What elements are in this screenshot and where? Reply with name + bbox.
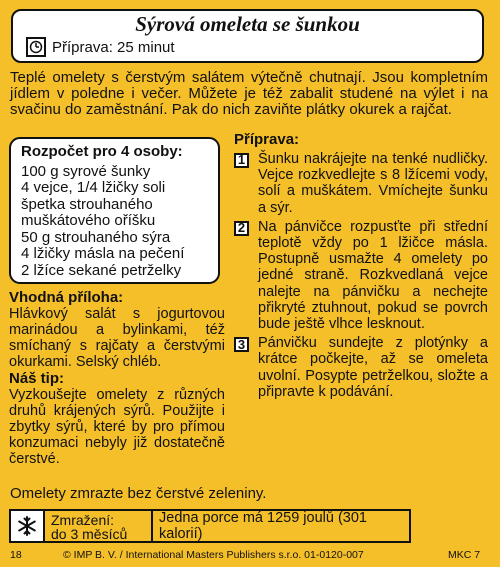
snowflake-icon [16,515,38,537]
freeze-duration [45,511,153,541]
ingredient-item: 2 lžíce sekané petrželky [21,261,182,279]
freeze-info-box [9,509,411,543]
ingredient-item: špetka strouhaného [21,195,153,213]
ingredient-item: 100 g syrové šunky [21,162,151,180]
prep-time [26,37,175,57]
step-number: 2 [234,221,249,236]
page-number: 18 [10,549,22,561]
side-dish-heading: Vhodná příloha: [9,289,124,306]
title-card [11,9,484,63]
card-code: MKC 7 [448,549,481,561]
step-number: 1 [234,153,249,168]
step-number: 3 [234,337,249,352]
step-text: Šunku nakrájejte na tenké nudličky. Vejce rozkvedlejte s 8 lžícemi vody, solí a muškátem. Vmíchejte šunku a sýr. [258,151,488,216]
side-dish-section [9,290,225,370]
tip-heading: Náš tip: [9,370,65,387]
ingredients-box [9,137,220,284]
portion-energy: Jedna porce má 1259 joulů (301 kalorií) [159,510,367,542]
freeze-note: Omelety zmrazte bez čerstvé zeleniny. [10,485,267,502]
step-1 [234,151,488,216]
ingredient-item: 4 vejce, 1/4 lžičky soli [21,179,166,196]
ingredient-item: 50 g strouhaného sýra [21,228,171,246]
snow-cell [11,511,45,541]
copyright: © IMP B. V. / International Masters Publishers s.r.o. 01-0120-007 [63,549,364,561]
preparation-section [234,131,488,403]
intro-text: Teplé omelety s čerstvým salátem výtečně chutnají. Jsou kompletním jídlem v poledne i večer. Můžete je též zabalit studené na výlet i na svačinu do zaměstnání. Pak do nich zaviňte plátky okurek a rajčat. [10,69,488,118]
step-text: Pánvičku sundejte z plotýnky a krátce počkejte, až se omeleta uvolní. Posypte petrželkou, složte a připravte k podávání. [258,335,488,400]
step-2 [234,219,488,332]
recipe-title: Sýrová omeleta se šunkou [135,12,360,36]
clock-icon [26,37,46,57]
ingredient-item: muškátového oříšku [21,212,156,229]
step-3 [234,335,488,400]
ingredient-item: 4 lžičky másla na pečení [21,245,185,262]
prep-time-label: Příprava: 25 minut [52,38,175,56]
ingredients-heading: Rozpočet pro 4 osoby: [21,143,183,160]
freeze-period: do 3 měsíců [51,526,128,542]
step-text: Na pánvičce rozpusťte při střední teplotě vždy po 1 lžičce másla. Postupně usmažte 4 omelety po jedné straně. Rozkvedlaná vejce nalejte na pánvičku a nechejte přikryté ztuhnout, pokud se povrch bude ještě vlhce lesknout. [258,218,488,333]
side-dish-text: Hlávkový salát s jogurtovou marinádou a bylinkami, též smíchaný s rajčaty a čerstvými okurkami. Selský chléb. [9,306,225,370]
tip-section [9,371,225,467]
freeze-label: Zmražení: [51,512,115,528]
tip-text: Vyzkoušejte omelety z různých druhů krájených sýrů. Použijte i zbytky sýrů, které by pro přímou konzumaci nebyly již dostatečně čerstvé. [9,387,225,467]
preparation-heading: Příprava: [234,131,300,148]
